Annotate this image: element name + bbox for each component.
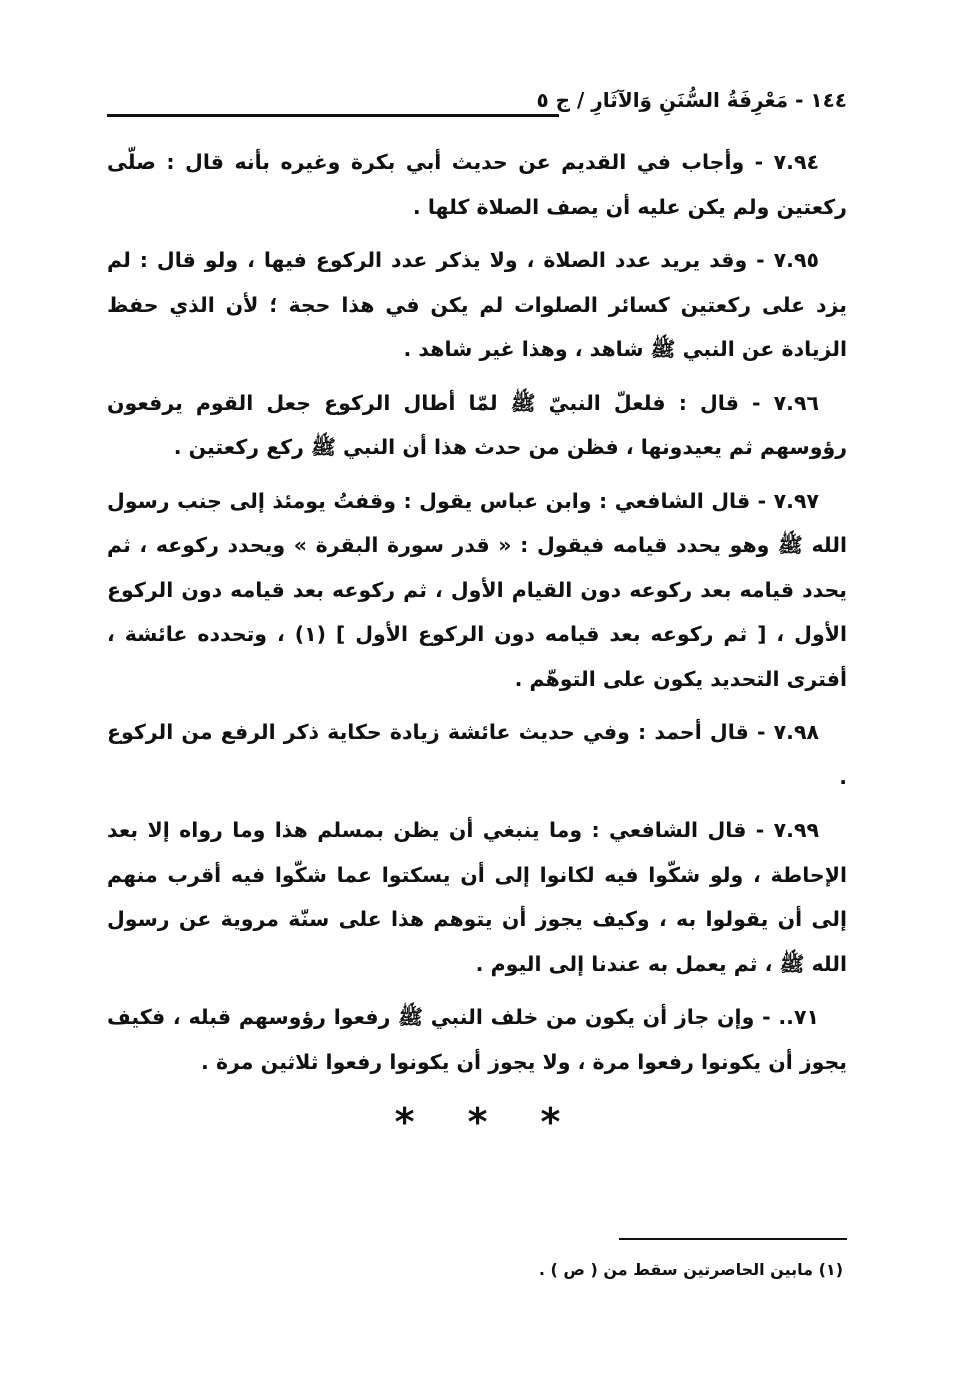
asterisk-2: * xyxy=(467,1100,488,1144)
paragraph-7097: ٧.٩٧ - قال الشافعي : وابن عباس يقول : وقفتُ يومئذ إلى جنب رسول الله ﷺ وهو يحدد قيامه فيقول : « قدر سورة البقرة » ويحدد ركوعه ، ثم يحدد قيامه بعد ركوعه دون القيام الأول ، ثم ركوعه بعد قيامه دون الركوع الأول ، [ ثم ركوعه بعد قيامه دون الركوع الأول ] (١) ، وتحدده عائشة ، أفترى التحديد يكون على التوهّم . xyxy=(107,488,847,691)
asterisk-3: * xyxy=(540,1100,561,1144)
running-head: ١٤٤ - مَعْرِفَةُ السُّنَنِ وَالآثَارِ / ج ٥ xyxy=(536,88,847,112)
paragraph-7096: ٧.٩٦ - قال : فلعلّ النبيّ ﷺ لمّا أطال الركوع جعل القوم يرفعون رؤوسهم ثم يعيدونها ، فظن من حدث هذا أن النبي ﷺ ركع ركعتين . xyxy=(107,390,847,459)
main-text xyxy=(107,140,847,1084)
paragraph-7095: ٧.٩٥ - وقد يريد عدد الصلاة ، ولا يذكر عدد الركوع فيها ، ولو قال : لم يزد على ركعتين كسائر الصلوات لم يكن في هذا حجة ؛ لأن الذي حفظ الزيادة عن النبي ﷺ شاهد ، وهذا غير شاهد . xyxy=(107,248,847,361)
section-separator xyxy=(0,1100,955,1144)
page-header xyxy=(107,88,847,122)
paragraph-7094: ٧.٩٤ - وأجاب في القديم عن حديث أبي بكرة وغيره بأنه قال : صلّى ركعتين ولم يكن عليه أن يصف الصلاة كلها . xyxy=(107,150,847,219)
footnote-rule xyxy=(619,1238,847,1240)
asterisk-1: * xyxy=(394,1100,415,1144)
header-rule xyxy=(107,114,559,117)
footnote: (١) مابين الحاصرتين سقط من ( ص ) . xyxy=(538,1260,843,1279)
paragraph-7098: ٧.٩٨ - قال أحمد : وفي حديث عائشة زيادة حكاية ذكر الرفع من الركوع . xyxy=(107,720,847,789)
paragraph-7100: ٧١.. - وإن جاز أن يكون من خلف النبي ﷺ رفعوا رؤوسهم قبله ، فكيف يجوز أن يكونوا رفعوا مرة ، ولا يجوز أن يكونوا رفعوا ثلاثين مرة . xyxy=(107,1005,847,1074)
paragraph-7099: ٧.٩٩ - قال الشافعي : وما ينبغي أن يظن بمسلم هذا وما رواه إلا بعد الإحاطة ، ولو شكّوا فيه لكانوا إلى أن يسكتوا عما شكّوا فيه أقرب منهم إلى أن يقولوا به ، وكيف يجوز أن يتوهم هذا على سنّة مروية عن رسول الله ﷺ ، ثم يعمل به عندنا إلى اليوم . xyxy=(107,818,847,976)
